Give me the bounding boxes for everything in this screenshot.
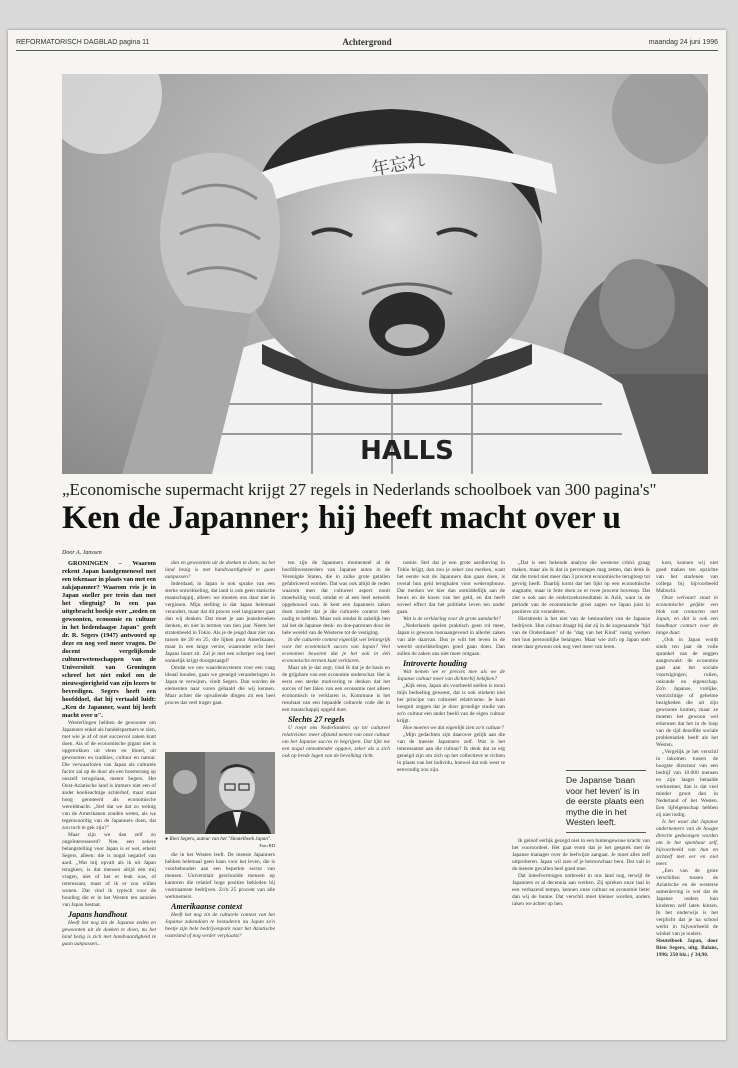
question-paragraph: In die culturele context eigenlijk wel belangrijk voor het economisch succes van Japan? Veel economen beweren dat je het ook in één economische termen kunt verklaren. — [282, 637, 390, 664]
byline: Door A. Janssen — [62, 550, 102, 556]
portrait-image — [165, 752, 275, 834]
main-photo — [62, 74, 708, 474]
column-4 — [397, 560, 505, 1030]
body-paragraph: die in het Westen leeft. De meeste Japanners hebben helemaal geen baan voor het leven, die is voorbehouden aan een beperkte sector van mensen. Universitair geschoolde mensen op kantoren die relatief hoge posities bekleden bij voornaamste bedrijven. Zo'n 25 procent van alle werknemers. — [165, 852, 275, 900]
column-5-lower — [512, 838, 650, 1030]
book-note: Sleutelboek Japan, door Rien Segers, uitg. Balans, 1996; 250 blz.; ƒ 34,90. — [656, 938, 718, 958]
portrait-caption — [165, 836, 275, 849]
body-paragraph: „Een van de grote verschillen tussen de Aziatische en de westerse samenleving is wel dat de Japanse ouders hun kinderen zelf laten kiezen. In het onderwijs is het verplicht dat je na school werkt in bijvoorbeeld de winkel van je ouders. — [656, 868, 718, 937]
body-paragraph: „Kijk eens, Japan als voorbeeld stellen is mooi mijn bedoeling geweest, dat is ook stiekem niet het principe van cultureel relativisme. Je kunt hooguit zeggen dat je door grondige studie van zo'n cultuur een ander beeld van de eigen cultuur krijgt. — [397, 683, 505, 724]
photo-credit: Foto RD — [259, 842, 275, 848]
kicker: „Economische supermacht krijgt 27 regels in Nederlands schoolboek van 300 pagina's" — [62, 480, 657, 499]
column-3 — [282, 560, 390, 1030]
question-paragraph: Is het waar dat Japanse ondernemers van de hoogte directie gedwongen worden om in het openbaar zelf, bijvoorbeeld van hun en zichzelf met eer en niet meer. — [656, 819, 718, 867]
body-paragraph: „Mijn gedachten zijn daarover gelijk aan die van de meeste Japanners zelf. Wat is het interessantst aan die cultuur? Ik denk dat ze erg geneigd zijn om zich op het collectieve te richten in plaats van het individu, hoewel dat ook weer te eenvoudig zou zijn. — [397, 732, 505, 773]
question-paragraph: Hoe moeten we dat eigenlijk zien zo'n cultuur? — [403, 725, 505, 731]
body-paragraph: Hierstreekt is het niet van de bestuurders van de Japanse bedrijven. Hun cultuur draagt bij dat zij in de zogenaamde "tijd van de Onderdanen" of de "dag van het Kind" rustig werken met hun persoonlijke belangen. Maar wie zich op Japan stelt moet daar gewoon ook nog veel meer van leren. — [512, 616, 650, 650]
headline: Ken de Japanner; hij heeft macht over u — [62, 500, 621, 536]
running-header — [16, 38, 718, 51]
column-2-upper — [165, 560, 275, 746]
section-label: Achtergrond — [342, 37, 392, 47]
body-paragraph: „Dat is een bekende analyse die westerse critici graag maken, maar als ik dat in percentages mag zetten, dan denk ik dat die trend niet meer dan 3 procent economische terugloop tot gevolg heeft. Daarbij komt dat het lijkt op een economische stagnatie, maar in feite doen ze er twee procent bovenop. Dat ziet u ook aan de onderzoeksresultaten in Azië, want in de periode van de economische groei zagen we Japan juist in positieve zin veranderen. — [512, 560, 650, 615]
shirt-text: HALLS — [360, 436, 454, 466]
sumo-shouting-photo — [62, 74, 708, 474]
pull-quote: De Japanse 'baan voor het leven' is in de eerste plaats een mythe die in het Westen leeft. — [566, 770, 646, 833]
body-paragraph: Ik geloof eerlijk gezegd niet in een buitengewone kracht van het vooroordeel. Het gaat erom dat je het gesprek met de Japanse manager over de leefwijze aangaat. Je moet alles zelf uitproberen. Japan wil zien of je betrouwbaar bent. Dat valt in de meeste gevallen heel goed mee. — [512, 838, 650, 872]
column-1 — [62, 560, 156, 1030]
body-paragraph: Omdat we ons waardensysteem voor een vaag ideaal houden, gaan we geneigd veranderingen in Japan te verwijten, vindt Segers. Dan worden de elementen naar voren gehaald die wij kennen. Maar achter die opvallende dingen zit een heel proces dat veel trager gaat. — [165, 665, 275, 706]
question-paragraph: Wat is de verklaring voor de grote aandacht? — [403, 616, 501, 622]
subheading: Slechts 27 regels — [288, 715, 345, 724]
body-paragraph: Maar als je dat zegt, vind ik dat je de basis en de grijpbare van een economie onderschat. Het is eerst een sterke motivering te denken dat het succes of het falen van een economie niet alleen economisch te verklaren is. Kommune is het resultaat van een bepaalde culturele code die in een maatschappij opgeld doet. — [282, 665, 390, 713]
body-paragraph: Inderdaad, in Japan is ook sprake van een sterke ontwikkeling, dat land is ook geen statische maatschappij, alleen: we moeten ons daar niet in vergissen. Mijn stelling is dat Japan helemaal verandert, maar dat dit proces veel langzamer gaat dan wij denken. Dat moet je aan jeansbroeken denken, en niet in termen van tien jaar. Neem het stratenbeeld in Tokio. Als je de jeugd daar ziet van tussen de 20 en 25, die lijken puur Amerikaans, maar in een lange versie, waaronder echt heel Japans hoort zit. Zal je met een scherper oog heel zonnelijk krijgt doorgezaagd? — [165, 581, 275, 664]
subheading: Japans handhout — [68, 910, 127, 919]
subheading: Amerikaanse context — [171, 902, 243, 911]
body-paragraph: Westerlingen hebben de gewoonte om Japanners enkel als handelspartners te zien, met wie je af of niet succesvol zaken kunt doen. Als of de economische gigant niet is opgetrokken uit vlees en bloed, uit gewoonten en tradities, cultuur en natuur. Die verwaarlozen van Japan als culturele factor zal op de duur als een boemerang op onszelf terugslaan, meent Segers. Het Oost-Aziatische land is immers niet een of ander koelieachtige achterhof, maar staat hoog genoteerd als economische wereldmacht. „Stel dat we dat zo weinig van de Amerikanen zouden weten, als we tegenwoordig van de Japanners doen, dat zou toch te gek zijn?" — [62, 720, 156, 831]
subheading: Introverte houding — [403, 659, 467, 668]
body-paragraph: Dat inleefvermogen ontbreekt in ons land nog, terwijl de Japanners er al decennia aan werken. Zij spreken onze taal in een verbazend tempo, kennen onze cultuur en economie beter dan wij de hunne. Dat verschil moet kleiner worden, anders raken we achter op hen. — [512, 873, 650, 907]
body-paragraph: kost, kunnen wij niet goed maken ten opzichte van het starlenen van collega bij bijvoorbeeld Mabuchi. — [656, 560, 718, 594]
question-paragraph: U roept ons Nederlanders op tot cultureel relativisme: meer afstand nemen van onze cultuur om het Japanse succes te begrijpen. Dat lijkt me een nogal omvattender opgave, zeker als u zich ook op brede lagen van de bevolking richt. — [282, 725, 390, 759]
question-paragraph: dan en gewoonten uit de doeken te doen, nu het land bezig is met handvaardigheid te gaan aanpassen? — [165, 560, 275, 580]
caption-text: Rien Segers, auteur van het "Sleutelboek Japan". — [169, 836, 272, 842]
headband-text: 年忘れ — [370, 150, 427, 181]
publication-page-label: REFORMATORISCH DAGBLAD pagina 11 — [16, 39, 150, 46]
question-paragraph: Heeft het nog zin de culturele context van het Japanse zakendoen te bestuderen nu Japan zo'n beetje zijn hele bedrijvenpark naar het Aziatische vasteland of nog verder verplaatst? — [165, 912, 275, 939]
portrait-photo — [165, 752, 275, 834]
body-paragraph: „Nederlands spelen praktisch geen rol meer, Japan is gewoon toonaangevend in allerlei zaken van alle daarvan. Dus je wilt het leven in de wereld ontwikkelingen goed gaan doen. Dan zullen de zaken ons niet meer ontgaan. — [397, 623, 505, 657]
intro-paragraph: GRONINGEN – Waarom rekent Japan handgemenesel met een tekenaar in plaats van met een zakjapanner? Waarom reis je in Japan sneller per trein dan met het vliegtuig? In een pas uitgebracht boekje over „zeden en gewoonten, economie en cultuur in het hedendaagse Japan" geeft dr. R. Segers (1947) antwoord op deze en nog veel meer vragen. De docent vergelijkende cultuurwetenschappen van de Universiteit van Groningen schreef het niet enkel om de nieuwsgierigheid van zijn lezers te bevredigen. Segers heeft een hoofddoel, dat hij vertaald luidt: „Ken de Japanner, want hij heeft macht over u". — [62, 560, 156, 719]
column-5-beside-quote — [512, 770, 562, 830]
question-paragraph: Onze welvaart staat in economische geijkte een blok van contacten met Japan, en dat is ook een houdbaar contact voor de lange duur. — [656, 595, 718, 636]
newspaper-page — [8, 30, 726, 1040]
body-paragraph: „Vergelijk je het verschil in inkomen tussen de hoogste directeur van een bedrijf van 10.000 mensen en zijn laagst betaalde werknemer, dan is dat veel minder groot dan in Nederland of het Westen. Een lijfeigenschap hebben zij niet nodig. — [656, 749, 718, 818]
body-paragraph: nomie. Stel dat je een grote aardbeving in Tokio krijgt, dan zou je zeker zou merken, want het eerste wat de Japanners dan gaan doen, is overal hun geld terughalen voor wederopbouw. Dat merken we hier dan onmiddellijk aan de beurs en de koers van het geld, en dat heeft zoveel effect dat het politieke leven ten onder gaan. — [397, 560, 505, 615]
caption-bullet: ● — [165, 836, 170, 842]
question-paragraph: Wat nemen we er precies mee als we de Japanse cultuur meer van dichterbij bekijken? — [397, 669, 505, 682]
issue-date: maandag 24 juni 1996 — [648, 39, 718, 46]
body-paragraph: ten zijn de Japanners momenteel al de hoofdinvesteerders van Japanse autos in de Verenigde Staten, die in zulke grote getallen gefabriceerd worden. Dat was ook altijd de reden waarom men dat cultureel aspect nooit moedwillig vond, omdat er al een heel netwerk opgebouwd was. Je kent een Japanners zaken doen zonder dat je die culturele context leek nodig te hebben. Maar ook omdat ik zakelijk ben zal het de Japanse denk- en doe-patronen door de hele wereld van de Westerse tot de vestiging. — [282, 560, 390, 636]
column-2-lower — [165, 852, 275, 1030]
body-paragraph: „Ook in Japan wordt sinds ten jaar de volle sprankel van de zeggen aangezwakt: de economie gaat aan het sociale voortsigingen; ruilen, onkunde en eigenschap. Zo'n Japanse, vrolijke, voorzichtige of geheime bezigheden die uit zijn gewoonte komen, maar ze moeten het gewoon wel erkennen dat het in de loop van de tijd dezelfde sociale problematiek heeft als het Westen. — [656, 637, 718, 748]
question-paragraph: Heeft het nog zin de Japanse zeden en gewoonten uit de doeken te doen, nu het land bezig is zich met handvaardigheid te gaan aanpassen... — [62, 920, 156, 947]
column-6 — [656, 560, 718, 1030]
column-5-upper — [512, 560, 650, 766]
body-paragraph: Maar zijn we dan zelf zo ongeïnteresseerd? Nee, een zekere belangstelling voor Japan is er wel, erkent Segers, alleen: die is nogal negatief van aard. „Wat mij opvalt als ik uit Japan terugkeer, is dat mensen altijd één mij vragen, niet of het er leuk was, of interessant, maar of ik er zou willen wonen. Dat vind ik typisch voor de houding die er in het Westen ten aanzien van Japan bestaat. — [62, 832, 156, 908]
